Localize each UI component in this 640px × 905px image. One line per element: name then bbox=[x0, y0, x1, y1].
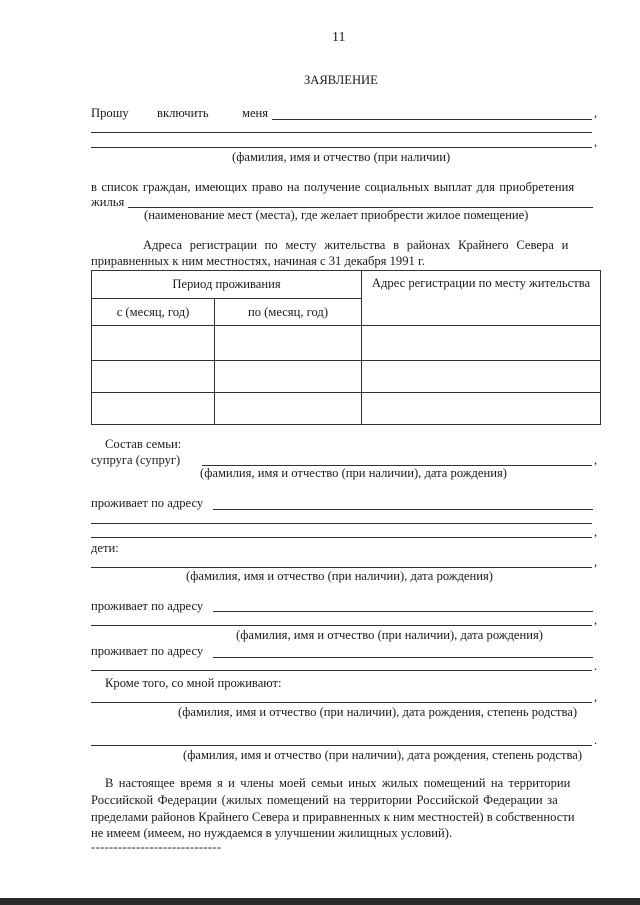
page-number: 11 bbox=[332, 30, 346, 45]
footnote-rule: ----------------------------- bbox=[91, 840, 222, 854]
to-header: по (месяц, год) bbox=[215, 299, 362, 326]
statement-line-1: В настоящее время я и члены моей семьи иных жилых помещений на территории bbox=[105, 776, 571, 790]
others-heading: Кроме того, со мной проживают: bbox=[105, 676, 282, 690]
period: . bbox=[594, 733, 598, 747]
spouse-address-line-1[interactable] bbox=[213, 509, 593, 510]
other-resident-caption-1: (фамилия, имя и отчество (при наличии), дата рождения, степень родства) bbox=[178, 705, 578, 719]
applicant-name-line-1[interactable] bbox=[272, 119, 592, 120]
period: . bbox=[594, 659, 598, 673]
table-cell-to[interactable] bbox=[215, 393, 362, 425]
address-header: Адрес регистрации по месту жительства bbox=[362, 271, 601, 326]
table-row bbox=[92, 393, 601, 425]
table-row bbox=[92, 361, 601, 393]
comma: , bbox=[594, 106, 598, 120]
child-address-line-2b[interactable] bbox=[91, 670, 592, 671]
table-row bbox=[92, 326, 601, 361]
comma: , bbox=[594, 555, 598, 569]
spouse-address-line-3[interactable] bbox=[91, 537, 592, 538]
child-caption-1: (фамилия, имя и отчество (при наличии), дата рождения) bbox=[186, 569, 493, 583]
from-header: с (месяц, год) bbox=[92, 299, 215, 326]
housing-place-caption: (наименование мест (места), где желает приобрести жилое помещение) bbox=[144, 208, 529, 222]
registration-table bbox=[91, 270, 601, 425]
child-address-line-1[interactable] bbox=[213, 611, 593, 612]
child-name-line-2[interactable] bbox=[91, 625, 592, 626]
table-cell-to[interactable] bbox=[215, 361, 362, 393]
comma: , bbox=[594, 613, 598, 627]
applicant-name-line-3[interactable] bbox=[91, 147, 592, 148]
spouse-caption: (фамилия, имя и отчество (при наличии), дата рождения) bbox=[200, 466, 507, 480]
request-word-3: меня bbox=[242, 106, 269, 120]
table-cell-from[interactable] bbox=[92, 393, 215, 425]
child-name-line-1[interactable] bbox=[91, 567, 592, 568]
spouse-label: супруга (супруг) bbox=[91, 453, 181, 467]
children-label: дети: bbox=[91, 541, 119, 555]
table-cell-from[interactable] bbox=[92, 326, 215, 361]
statement-line-3: пределами районов Крайнего Севера и приравненных к ним местностей) в собственности bbox=[91, 810, 575, 824]
child-caption-2: (фамилия, имя и отчество (при наличии), дата рождения) bbox=[236, 628, 543, 642]
period-header: Период проживания bbox=[92, 271, 362, 299]
child-address-label-1: проживает по адресу bbox=[91, 599, 204, 613]
applicant-name-caption: (фамилия, имя и отчество (при наличии) bbox=[232, 150, 451, 164]
list-text-prefix: жилья bbox=[91, 195, 125, 209]
family-heading: Состав семьи: bbox=[105, 437, 182, 451]
table-cell-address[interactable] bbox=[362, 326, 601, 361]
table-cell-address[interactable] bbox=[362, 393, 601, 425]
spouse-address-label: проживает по адресу bbox=[91, 496, 204, 510]
table-cell-to[interactable] bbox=[215, 326, 362, 361]
request-word-1: Прошу bbox=[91, 106, 129, 120]
scan-bottom-edge bbox=[0, 898, 640, 905]
comma: , bbox=[594, 525, 598, 539]
child-address-line-2a[interactable] bbox=[213, 657, 593, 658]
statement-line-4: не имеем (имеем, но нуждаемся в улучшении жилищных условий). bbox=[91, 826, 453, 840]
comma: , bbox=[594, 135, 598, 149]
addresses-intro-line-1: Адреса регистрации по месту жительства в районах Крайнего Севера и bbox=[143, 238, 569, 252]
addresses-intro-line-2: приравненных к ним местностях, начиная с 31 декабря 1991 г. bbox=[91, 254, 425, 268]
spouse-address-line-2[interactable] bbox=[91, 523, 592, 524]
other-resident-line-2[interactable] bbox=[91, 745, 592, 746]
other-resident-line-1[interactable] bbox=[91, 702, 592, 703]
table-cell-address[interactable] bbox=[362, 361, 601, 393]
request-word-2: включить bbox=[157, 106, 209, 120]
list-text-line-1: в список граждан, имеющих право на получение социальных выплат для приобретения bbox=[91, 180, 575, 194]
page-title: ЗАЯВЛЕНИЕ bbox=[304, 73, 378, 87]
statement-line-2: Российской Федерации (жилых помещений на территории Российской Федерации за bbox=[91, 793, 558, 807]
table-cell-from[interactable] bbox=[92, 361, 215, 393]
comma: , bbox=[594, 453, 598, 467]
comma: , bbox=[594, 690, 598, 704]
child-address-label-2: проживает по адресу bbox=[91, 644, 204, 658]
other-resident-caption-2: (фамилия, имя и отчество (при наличии), дата рождения, степень родства) bbox=[183, 748, 583, 762]
applicant-name-line-2[interactable] bbox=[91, 132, 592, 133]
